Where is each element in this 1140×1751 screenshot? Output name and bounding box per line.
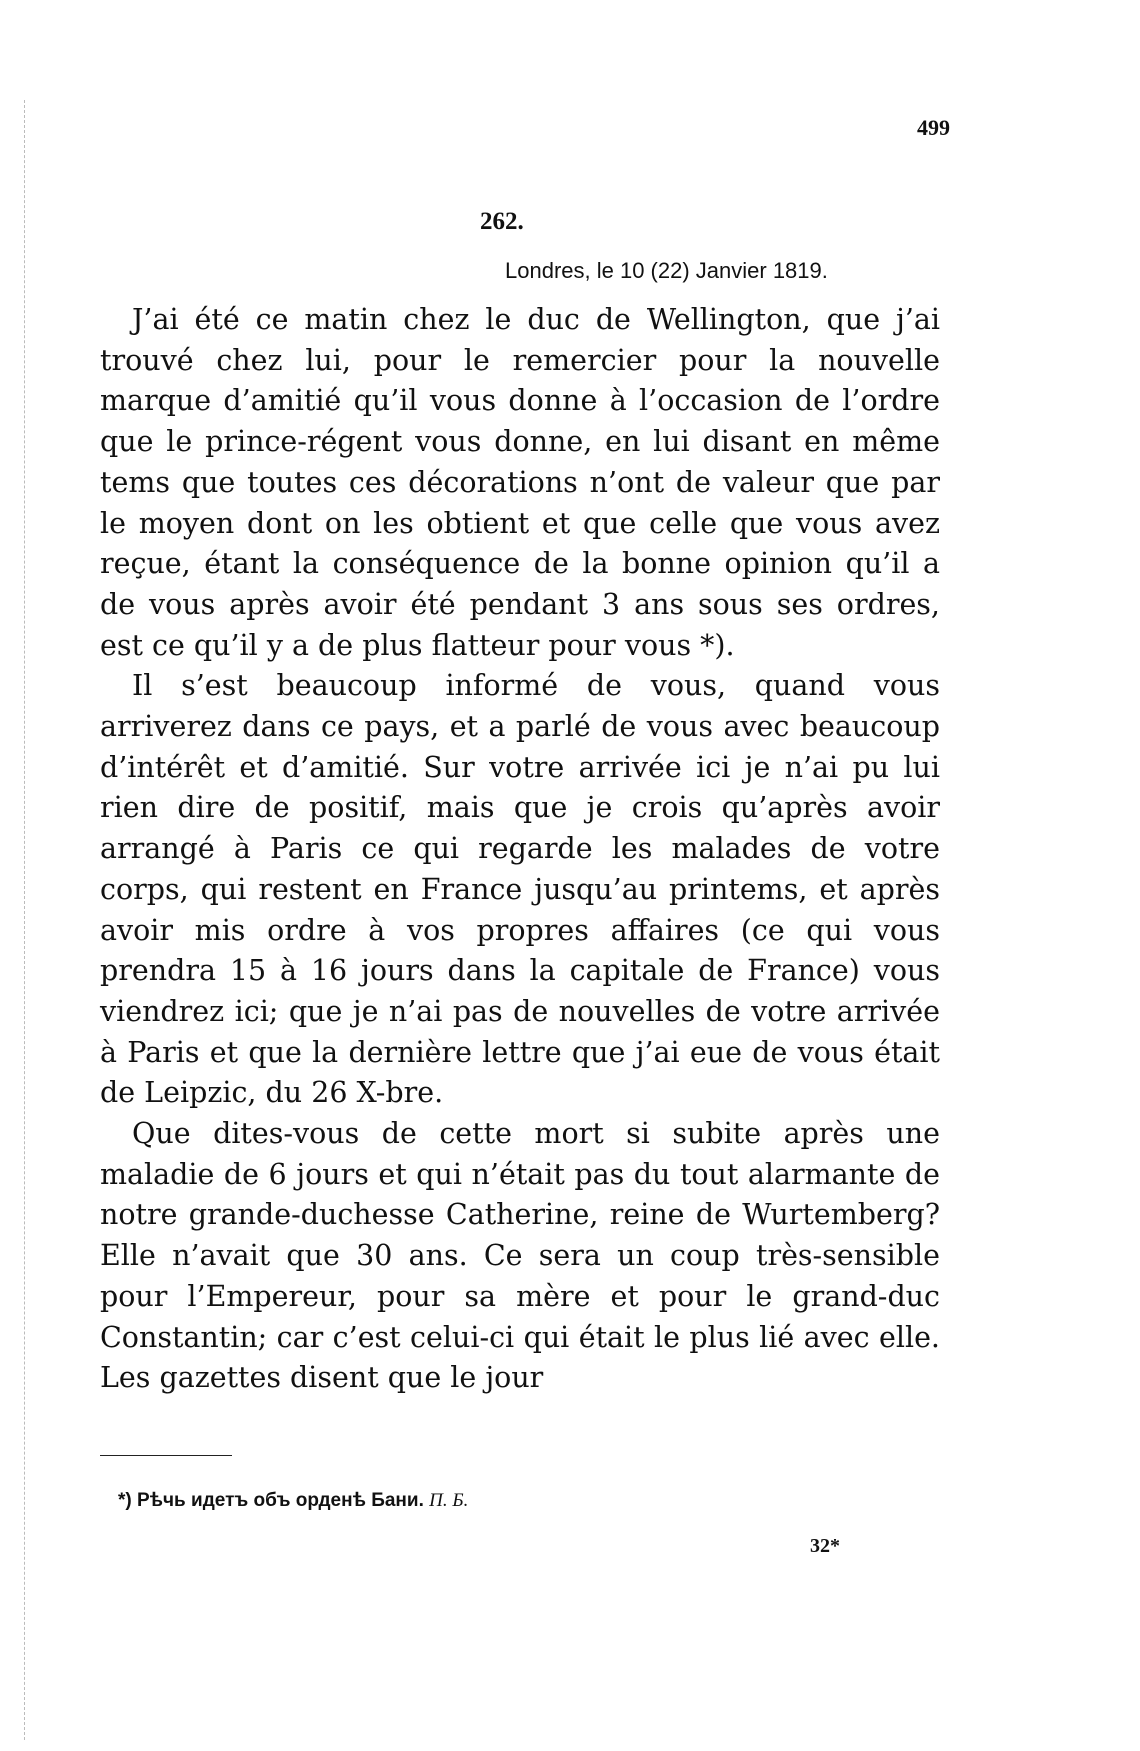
footnote-rule bbox=[100, 1455, 232, 1456]
paragraph: Que dites-vous de cette mort si subite après une maladie de 6 jours et qui n’était pas du tout alarmante de notre grande-duchesse Catherine, reine de Wurtemberg? Elle n’avait que 30 ans. Ce sera un coup très-sensible pour l’Empereur, pour sa mère et pour le grand-duc Constantin; car c’est celui-ci qui était le plus lié avec elle. Les gazettes disent que le jour bbox=[100, 1117, 940, 1395]
printer-signature-mark: 32* bbox=[810, 1535, 840, 1557]
footnote-signature: П. Б. bbox=[429, 1490, 469, 1511]
paragraph: J’ai été ce matin chez le duc de Wellington, que j’ai trouvé chez lui, pour le remercier pour la nouvelle marque d’amitié qu’il vous donne à l’occasion de l’ordre que le prince-régent vous donne, en lui disant en même tems que toutes ces décorations n’ont de valeur que par le moyen dont on les obtient et que celle que vous avez reçue, étant la conséquence de la bonne opinion qu’il a de vous après avoir été pendant 3 ans sous ses ordres, est ce qu’il y a de plus flatteur pour vous *). bbox=[100, 303, 940, 662]
page-number: 499 bbox=[917, 115, 950, 140]
letter-body bbox=[100, 300, 940, 1399]
letter-number: 262. bbox=[480, 208, 524, 235]
scan-margin-line bbox=[24, 100, 25, 1740]
paragraph: Il s’est beaucoup informé de vous, quand vous arriverez dans ce pays, et a parlé de vous avec beaucoup d’intérêt et d’amitié. Sur votre arrivée ici je n’ai pu lui rien dire de positif, mais que je crois qu’après avoir arrangé à Paris ce qui regarde les malades de votre corps, qui restent en France jusqu’au printems, et après avoir mis ordre à vos propres affaires (ce qui vous prendra 15 à 16 jours dans la capitale de France) vous viendrez ici; que je n’ai pas de nouvelles de votre arrivée à Paris et que la dernière lettre que j’ai eue de vous était de Leipzic, du 26 X-bre. bbox=[100, 669, 940, 1110]
footnote bbox=[118, 1490, 468, 1512]
footnote-text: *) Рѣчь идетъ объ орденѣ Бани. bbox=[118, 1490, 424, 1511]
dateline: Londres, le 10 (22) Janvier 1819. bbox=[505, 258, 828, 283]
